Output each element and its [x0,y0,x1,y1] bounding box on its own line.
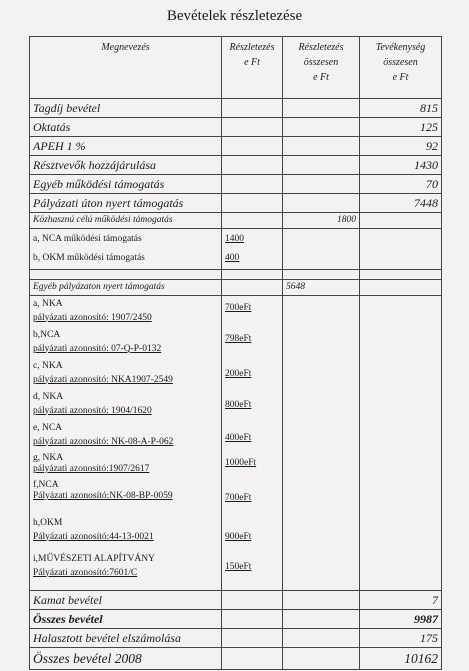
row-label: Egyéb működési támogatás [30,175,222,194]
egyeb-item-value: 1000eFt [225,458,257,468]
row-activity-value: 7448 [360,194,442,213]
row-label: Halasztott bevétel elszámolása [30,629,222,648]
header-detail: Részletezés e Ft [222,37,283,99]
kozhasznu-subtotal: 1800 [283,213,360,229]
egyeb-item: g, NKA pályázati azonosító:1907/2617 [33,453,150,474]
row-activity-value: 1430 [360,156,442,175]
table-row [30,99,442,118]
egyeb-subtotal: 5648 [283,280,360,296]
header-detail-total: Részletezés összesen e Ft [283,37,360,99]
row-label: Tagdíj bevétel [30,99,222,118]
egyeb-item-value: 400eFt [225,433,252,443]
kozhasznu-header-row [30,213,442,229]
table-row [30,175,442,194]
table-row [30,194,442,213]
header-name: Megnevezés [30,37,222,99]
row-activity-value: 70 [360,175,442,194]
table-row [30,137,442,156]
kozhasznu-items-row [30,229,442,270]
egyeb-item-value: 798eFt [225,334,252,344]
egyeb-item: h,OKM Pályázati azonosító:44-13-0021 [33,518,154,542]
egyeb-item-value: 200eFt [225,369,252,379]
egyeb-header-row [30,280,442,296]
table-row [30,629,442,648]
row-label: Kamat bevétel [30,591,222,610]
egyeb-item-value: 900eFt [225,532,252,542]
egyeb-item: b,NCA pályázati azonosító: 07-Q-P-0132 [33,330,162,354]
row-label: Összes bevétel 2008 [30,648,222,670]
row-activity-value: 7 [360,591,442,610]
kozhasznu-item-label: a, NCA működési támogatás [33,234,142,244]
row-activity-value: 92 [360,137,442,156]
egyeb-item: a, NKA pályázati azonosító: 1907/2450 [33,299,152,323]
egyeb-item: i,MŰVÉSZETI ALAPÍTVÁNY Pályázati azonosító:7601/C [33,554,155,578]
row-activity-value: 815 [360,99,442,118]
kozhasznu-item-value: 1400 [225,234,244,244]
kozhasznu-label: Közhasznú célú működési támogatás [30,213,222,229]
table-row [30,118,442,137]
table-row [30,648,442,670]
egyeb-items-row [30,296,442,591]
income-table [29,36,442,670]
row-label: APEH 1 % [30,137,222,156]
table-row [30,591,442,610]
egyeb-label: Egyéb pályázaton nyert támogatás [30,280,222,296]
row-activity-value: 175 [360,629,442,648]
table-row [30,156,442,175]
header-row [30,37,442,99]
row-activity-value: 125 [360,118,442,137]
row-activity-value: 9987 [360,610,442,629]
egyeb-item-value: 800eFt [225,400,252,410]
egyeb-item: e, NCA pályázati azonosító: NK-08-A-P-062 [33,423,174,447]
page-title: Bevételek részletezése [166,8,303,24]
table-row [30,610,442,629]
row-label: Résztvevők hozzájárulása [30,156,222,175]
header-activity-total: Tevékenység összesen e Ft [360,37,442,99]
egyeb-item: c, NKA pályázati azonosító: NKA1907-2549 [33,361,173,385]
egyeb-item-value: 700eFt [225,493,252,503]
row-activity-value: 10162 [360,648,442,670]
kozhasznu-item-value: 400 [225,253,240,263]
row-label: Összes bevétel [30,610,222,629]
kozhasznu-item-label: b, OKM működési támogatás [33,253,145,263]
row-label: Pályázati úton nyert támogatás [30,194,222,213]
spacer-row [30,270,442,280]
row-label: Oktatás [30,118,222,137]
egyeb-item: f,NCA Pályázati azonosító:NK-08-BP-0059 [33,480,173,501]
egyeb-item-value: 150eFt [225,562,252,572]
egyeb-item-value: 700eFt [225,303,252,313]
egyeb-item: d, NKA pályázati azonosító: 1904/1620 [33,392,152,416]
